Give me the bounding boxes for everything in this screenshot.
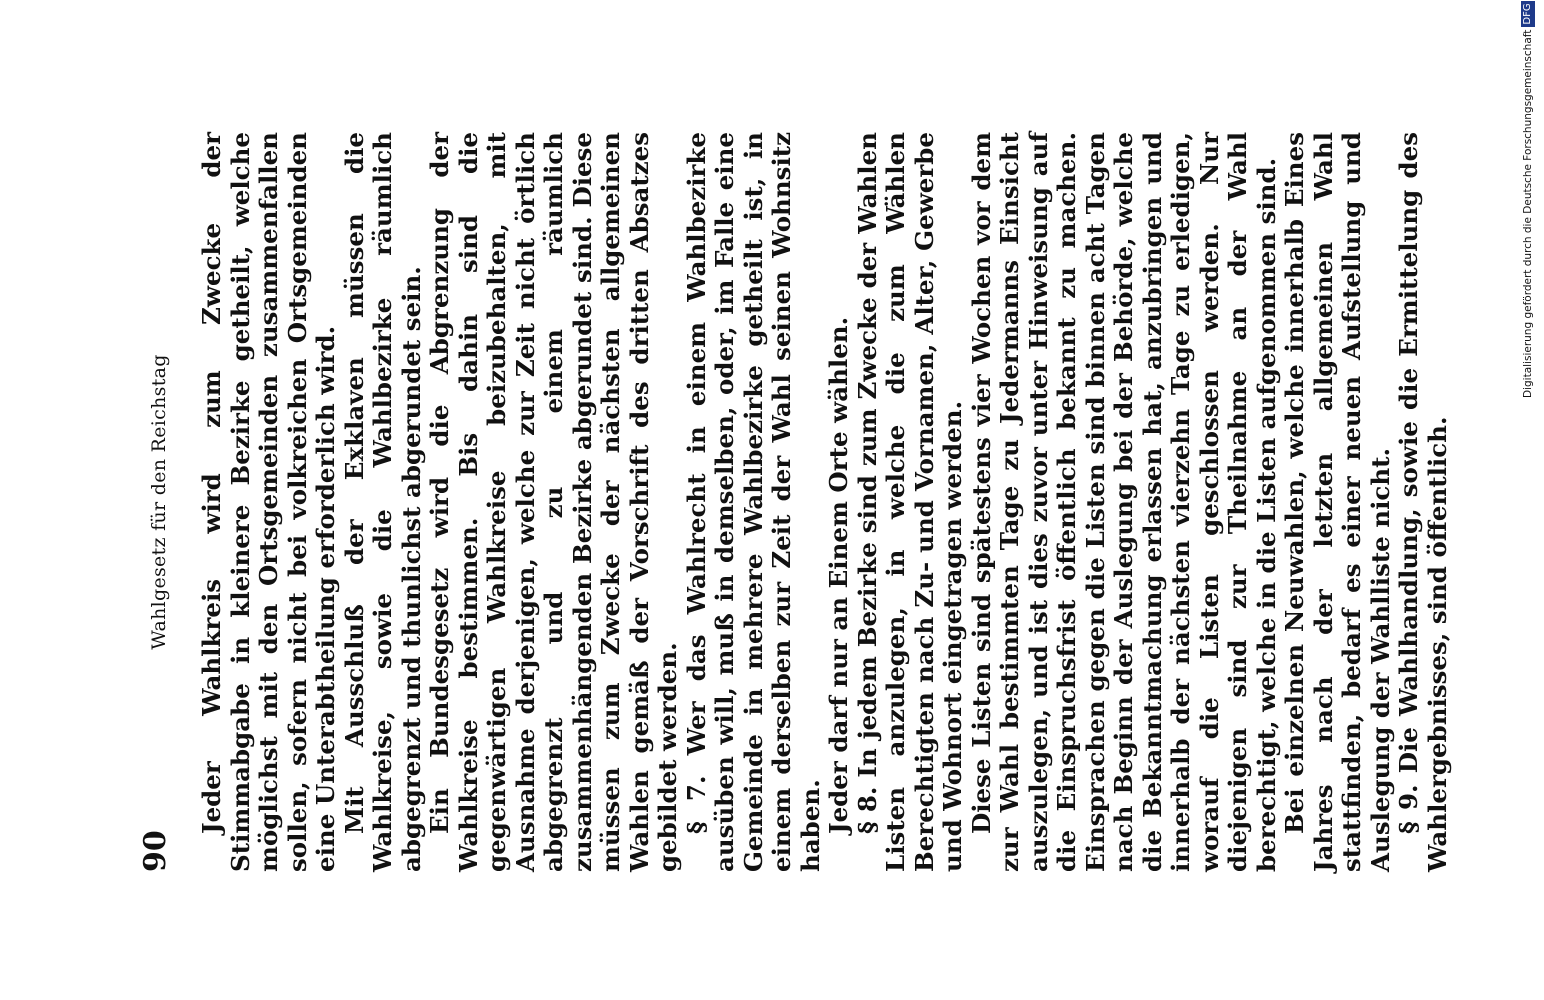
paragraph-section-9: § 9. Die Wahlhandlung, sowie die Ermittelung des Wahlergebnisses, sind öffentlich. (1394, 132, 1452, 872)
paragraph-5: Diese Listen sind spätestens vier Wochen vor dem zur Wahl bestimmten Tage zu Jedermanns Einsicht auszulegen, und ist dies zuvor unter Hinweisung auf die Einspruchsfrist öffentlich bekannt zu machen. Einsprachen gegen die Listen sind binnen acht Tagen nach Beginn der Auslegung bei der Behörde, welche die Bekanntmachung erlassen hat, anzubringen und innerhalb der nächsten vierzehn Tage zu erledigen, worauf die Listen geschlossen werden. Nur diejenigen sind zur Theilnahme an der Wahl berechtigt, welche in die Listen aufgenommen sind. (966, 132, 1281, 872)
digitization-credit-text: Digitalisierung gefördert durch die Deutsche Forschungsgemeinschaft (1522, 29, 1534, 398)
page-number: 90 (138, 830, 173, 872)
running-title: Wahlgesetz für den Reichstag (148, 354, 170, 650)
paragraph-4: Jeder darf nur an Einem Orte wählen. (824, 316, 853, 834)
dfg-logo: DFG (1522, 3, 1533, 25)
paragraph-1: Jeder Wahlkreis wird zum Zwecke der Stimmabgabe in kleinere Bezirke getheilt, welche möglichst mit den Ortsgemeinden zusammenfallen sollen, sofern nicht bei volkreichen Ortsgemeinden eine Unterabtheilung erforderlich wird. (197, 132, 340, 872)
document-page (138, 132, 1452, 872)
paragraph-2: Mit Ausschluß der Exklaven müssen die Wahlkreise, sowie die Wahlbezirke räumlich abgegrenzt und thunlichst abgerundet sein. (339, 132, 426, 872)
paragraph-3: Ein Bundesgesetz wird die Abgrenzung der Wahlkreise bestimmen. Bis dahin sind die gegenwärtigen Wahlkreise beizubehalten, mit Ausnahme derjenigen, welche zur Zeit nicht örtlich abgegrenzt und zu einem räumlich zusammenhängenden Bezirke abgerundet sind. Diese müssen zum Zwecke der nächsten allgemeinen Wahlen gemäß der Vorschrift des dritten Absatzes gebildet werden. (425, 132, 682, 872)
rotated-page (138, 132, 1452, 872)
paragraph-section-7: § 7. Wer das Wahlrecht in einem Wahlbezirke ausüben will, muß in demselben, oder, im Falle eine Gemeinde in mehrere Wahlbezirke getheilt ist, in einem derselben zur Zeit der Wahl seinen Wohnsitz haben. (681, 132, 825, 872)
running-header (138, 132, 178, 872)
paragraph-section-8: § 8. In jedem Bezirke sind zum Zwecke der Wahlen Listen anzulegen, in welche die zum Wählen Berechtigten nach Zu- und Vornamen, Alter, Gewerbe und Wohnort eingetragen werden. (852, 132, 967, 872)
paragraph-6: Bei einzelnen Neuwahlen, welche innerhalb Eines Jahres nach der letzten allgemeinen Wahl stattfinden, bedarf es einer neuen Aufstellung und Auslegung der Wahlliste nicht. (1280, 132, 1395, 872)
digitization-credit (1520, 3, 1536, 398)
